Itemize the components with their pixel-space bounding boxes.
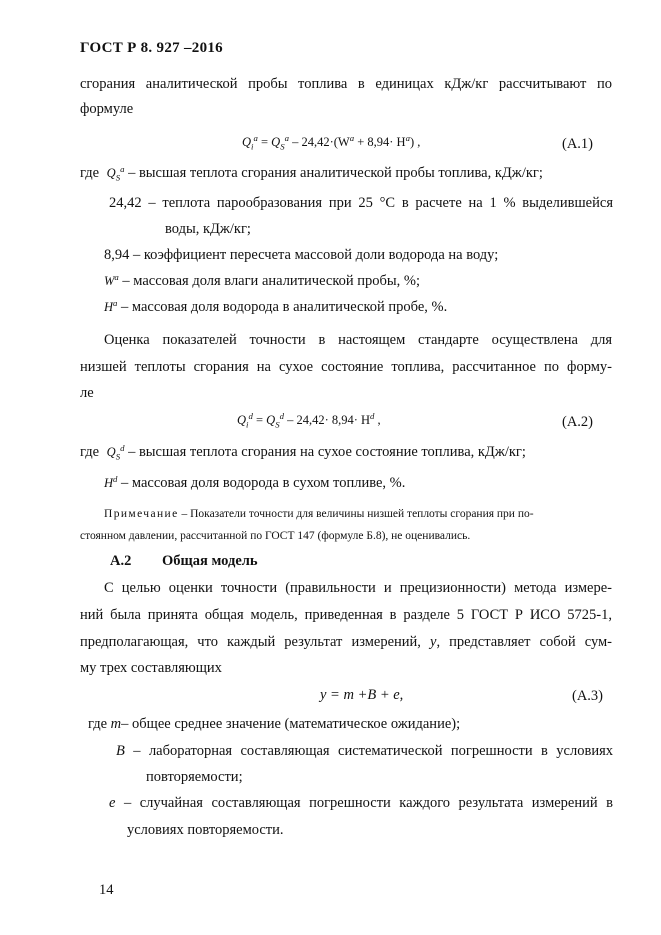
section-number: А.2 bbox=[110, 553, 132, 569]
note-line: Примечание – Показатели точности для величины низшей теплоты сгорания при по- bbox=[104, 508, 534, 520]
equation-number: (А.1) bbox=[562, 136, 594, 152]
paragraph-line: сгорания аналитической пробы топлива в единицах кДж/кг рассчитывают по bbox=[80, 76, 612, 92]
where-line: где $Q_S^d$ – высшая теплота сгорания на сухое состояние топлива, кДж/кг; bbox=[80, 442, 526, 462]
equation-a2: $Q_i^d = Q_S^d - 24,42\cdot 8,94\cdot H^d$ , bbox=[237, 410, 381, 430]
where-line: где m– общее среднее значение (математическое ожидание); bbox=[88, 716, 461, 732]
paragraph-line: му трех составляющих bbox=[80, 660, 222, 676]
where-line: $W^a$ – массовая доля влаги аналитической пробы, %; bbox=[104, 271, 420, 289]
document-code: ГОСТ Р 8. 927 –2016 bbox=[80, 40, 223, 56]
paragraph-line: ле bbox=[80, 385, 94, 401]
paragraph-line: Оценка показателей точности в настоящем стандарте осуществлена для bbox=[104, 332, 612, 348]
where-line: воды, кДж/кг; bbox=[165, 221, 251, 237]
paragraph-line: предполагающая, что каждый результат измерений, y, представляет собой сум- bbox=[80, 634, 613, 650]
paragraph-line: низшей теплоты сгорания на сухое состояние топлива, рассчитанное по форму- bbox=[80, 359, 612, 375]
where-line: $H^a$ – массовая доля водорода в аналитической пробе, %. bbox=[104, 297, 448, 315]
section-title: Общая модель bbox=[162, 553, 258, 569]
page-number: 14 bbox=[99, 882, 114, 898]
note-line: стоянном давлении, рассчитанной по ГОСТ 147 (формуле Б.8), не оценивались. bbox=[80, 530, 471, 542]
where-line: 24,42 – теплота парообразования при 25 °С в расчете на 1 % выделившейся bbox=[109, 195, 613, 211]
equation-a1: $Q_i^a = Q_S^a - 24,42\cdot(W^a + 8,94\cdot H^a)$ , bbox=[242, 132, 421, 152]
paragraph-line: ний была принята общая модель, приведенная в разделе 5 ГОСТ Р ИСО 5725-1, bbox=[80, 607, 612, 623]
where-line: условиях повторяемости. bbox=[127, 822, 284, 838]
where-line: $H^d$ – массовая доля водорода в сухом топливе, %. bbox=[104, 473, 406, 491]
paragraph-line: формуле bbox=[80, 101, 134, 117]
equation-a3: y = m +B + e, bbox=[320, 687, 404, 703]
note-label: Примечание bbox=[104, 508, 179, 520]
where-line: повторяемости; bbox=[146, 769, 243, 785]
where-line: 8,94 – коэффициент пересчета массовой доли водорода на воду; bbox=[104, 247, 499, 263]
equation-number: (А.3) bbox=[572, 688, 604, 704]
equation-number: (А.2) bbox=[562, 414, 594, 430]
paragraph-line: С целью оценки точности (правильности и прецизионности) метода измере- bbox=[104, 580, 612, 596]
where-line: B – лабораторная составляющая систематической погрешности в условиях bbox=[116, 743, 613, 759]
where-line: где $Q_S^a$ – высшая теплота сгорания аналитической пробы топлива, кДж/кг; bbox=[80, 163, 543, 183]
where-line: e – случайная составляющая погрешности каждого результата измерений в bbox=[109, 795, 613, 811]
